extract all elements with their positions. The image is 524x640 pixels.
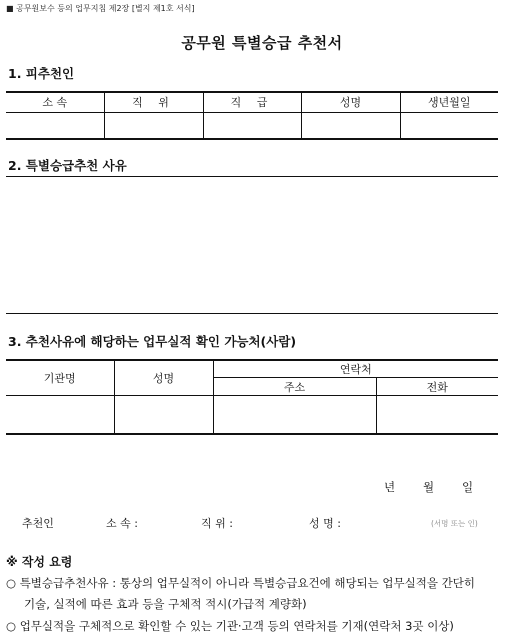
- recommender-position-label: 직 위 :: [201, 517, 233, 530]
- guide-item-2-line-1: ○ 업무실적을 구체적으로 확인할 수 있는 기관·고객 등의 연락처를 기재(연락처 3곳 이상): [6, 619, 454, 633]
- contact-name-field[interactable]: [114, 396, 213, 434]
- verification-contact-table: [6, 359, 498, 435]
- contact-header-name: 성명: [114, 360, 213, 396]
- section1-title: 1. 피추천인: [8, 66, 75, 81]
- recommender-affiliation-label: 소 속 :: [106, 517, 138, 530]
- section2-top-rule: [6, 176, 498, 177]
- nominee-name-field[interactable]: [301, 112, 400, 139]
- nominee-affiliation-field[interactable]: [6, 112, 104, 139]
- nominee-grade-field[interactable]: [203, 112, 301, 139]
- recommender-label: 추천인: [22, 517, 54, 530]
- contact-org-field[interactable]: [6, 396, 114, 434]
- nominee-table: [6, 91, 498, 140]
- date-month-label: 월: [423, 480, 435, 494]
- recommendation-reason-field[interactable]: [6, 178, 498, 312]
- nominee-header-affiliation: 소 속: [6, 92, 104, 112]
- nominee-header-position: 직 위: [104, 92, 203, 112]
- date-day-label: 일: [462, 480, 474, 494]
- section2-title: 2. 특별승급추천 사유: [8, 158, 127, 173]
- contact-header-phone: 전화: [376, 378, 498, 396]
- nominee-header-grade: 직 급: [203, 92, 301, 112]
- section3-title: 3. 추천사유에 해당하는 업무실적 확인 가능처(사람): [8, 334, 297, 349]
- contact-phone-field[interactable]: [376, 396, 498, 434]
- nominee-birthdate-field[interactable]: [400, 112, 498, 139]
- guide-item-1-line-2: 기술, 실적에 따른 효과 등을 구체적 적시(가급적 계량화): [24, 597, 307, 611]
- signature-note: (서명 또는 인): [431, 519, 478, 528]
- guide-item-1-line-1: ○ 특별승급추천사유 : 통상의 업무실적이 아니라 특별승급요건에 해당되는 업무실적을 간단히: [6, 576, 475, 590]
- nominee-header-birthdate: 생년월일: [400, 92, 498, 112]
- nominee-position-field[interactable]: [104, 112, 203, 139]
- section2-bottom-rule: [6, 313, 498, 314]
- contact-header-contact: 연락처: [213, 360, 498, 378]
- contact-address-field[interactable]: [213, 396, 376, 434]
- contact-header-org: 기관명: [6, 360, 114, 396]
- recommender-name-label: 성 명 :: [309, 517, 341, 530]
- nominee-header-name: 성명: [301, 92, 400, 112]
- writing-guide-title: ※ 작성 요령: [6, 555, 73, 569]
- contact-header-address: 주소: [213, 378, 376, 396]
- date-year-label: 년: [384, 480, 396, 494]
- form-header-note: ■ 공무원보수 등의 업무지침 제2장 [별지 제1호 서식]: [6, 4, 195, 13]
- document-title: 공무원 특별승급 추천서: [181, 34, 343, 52]
